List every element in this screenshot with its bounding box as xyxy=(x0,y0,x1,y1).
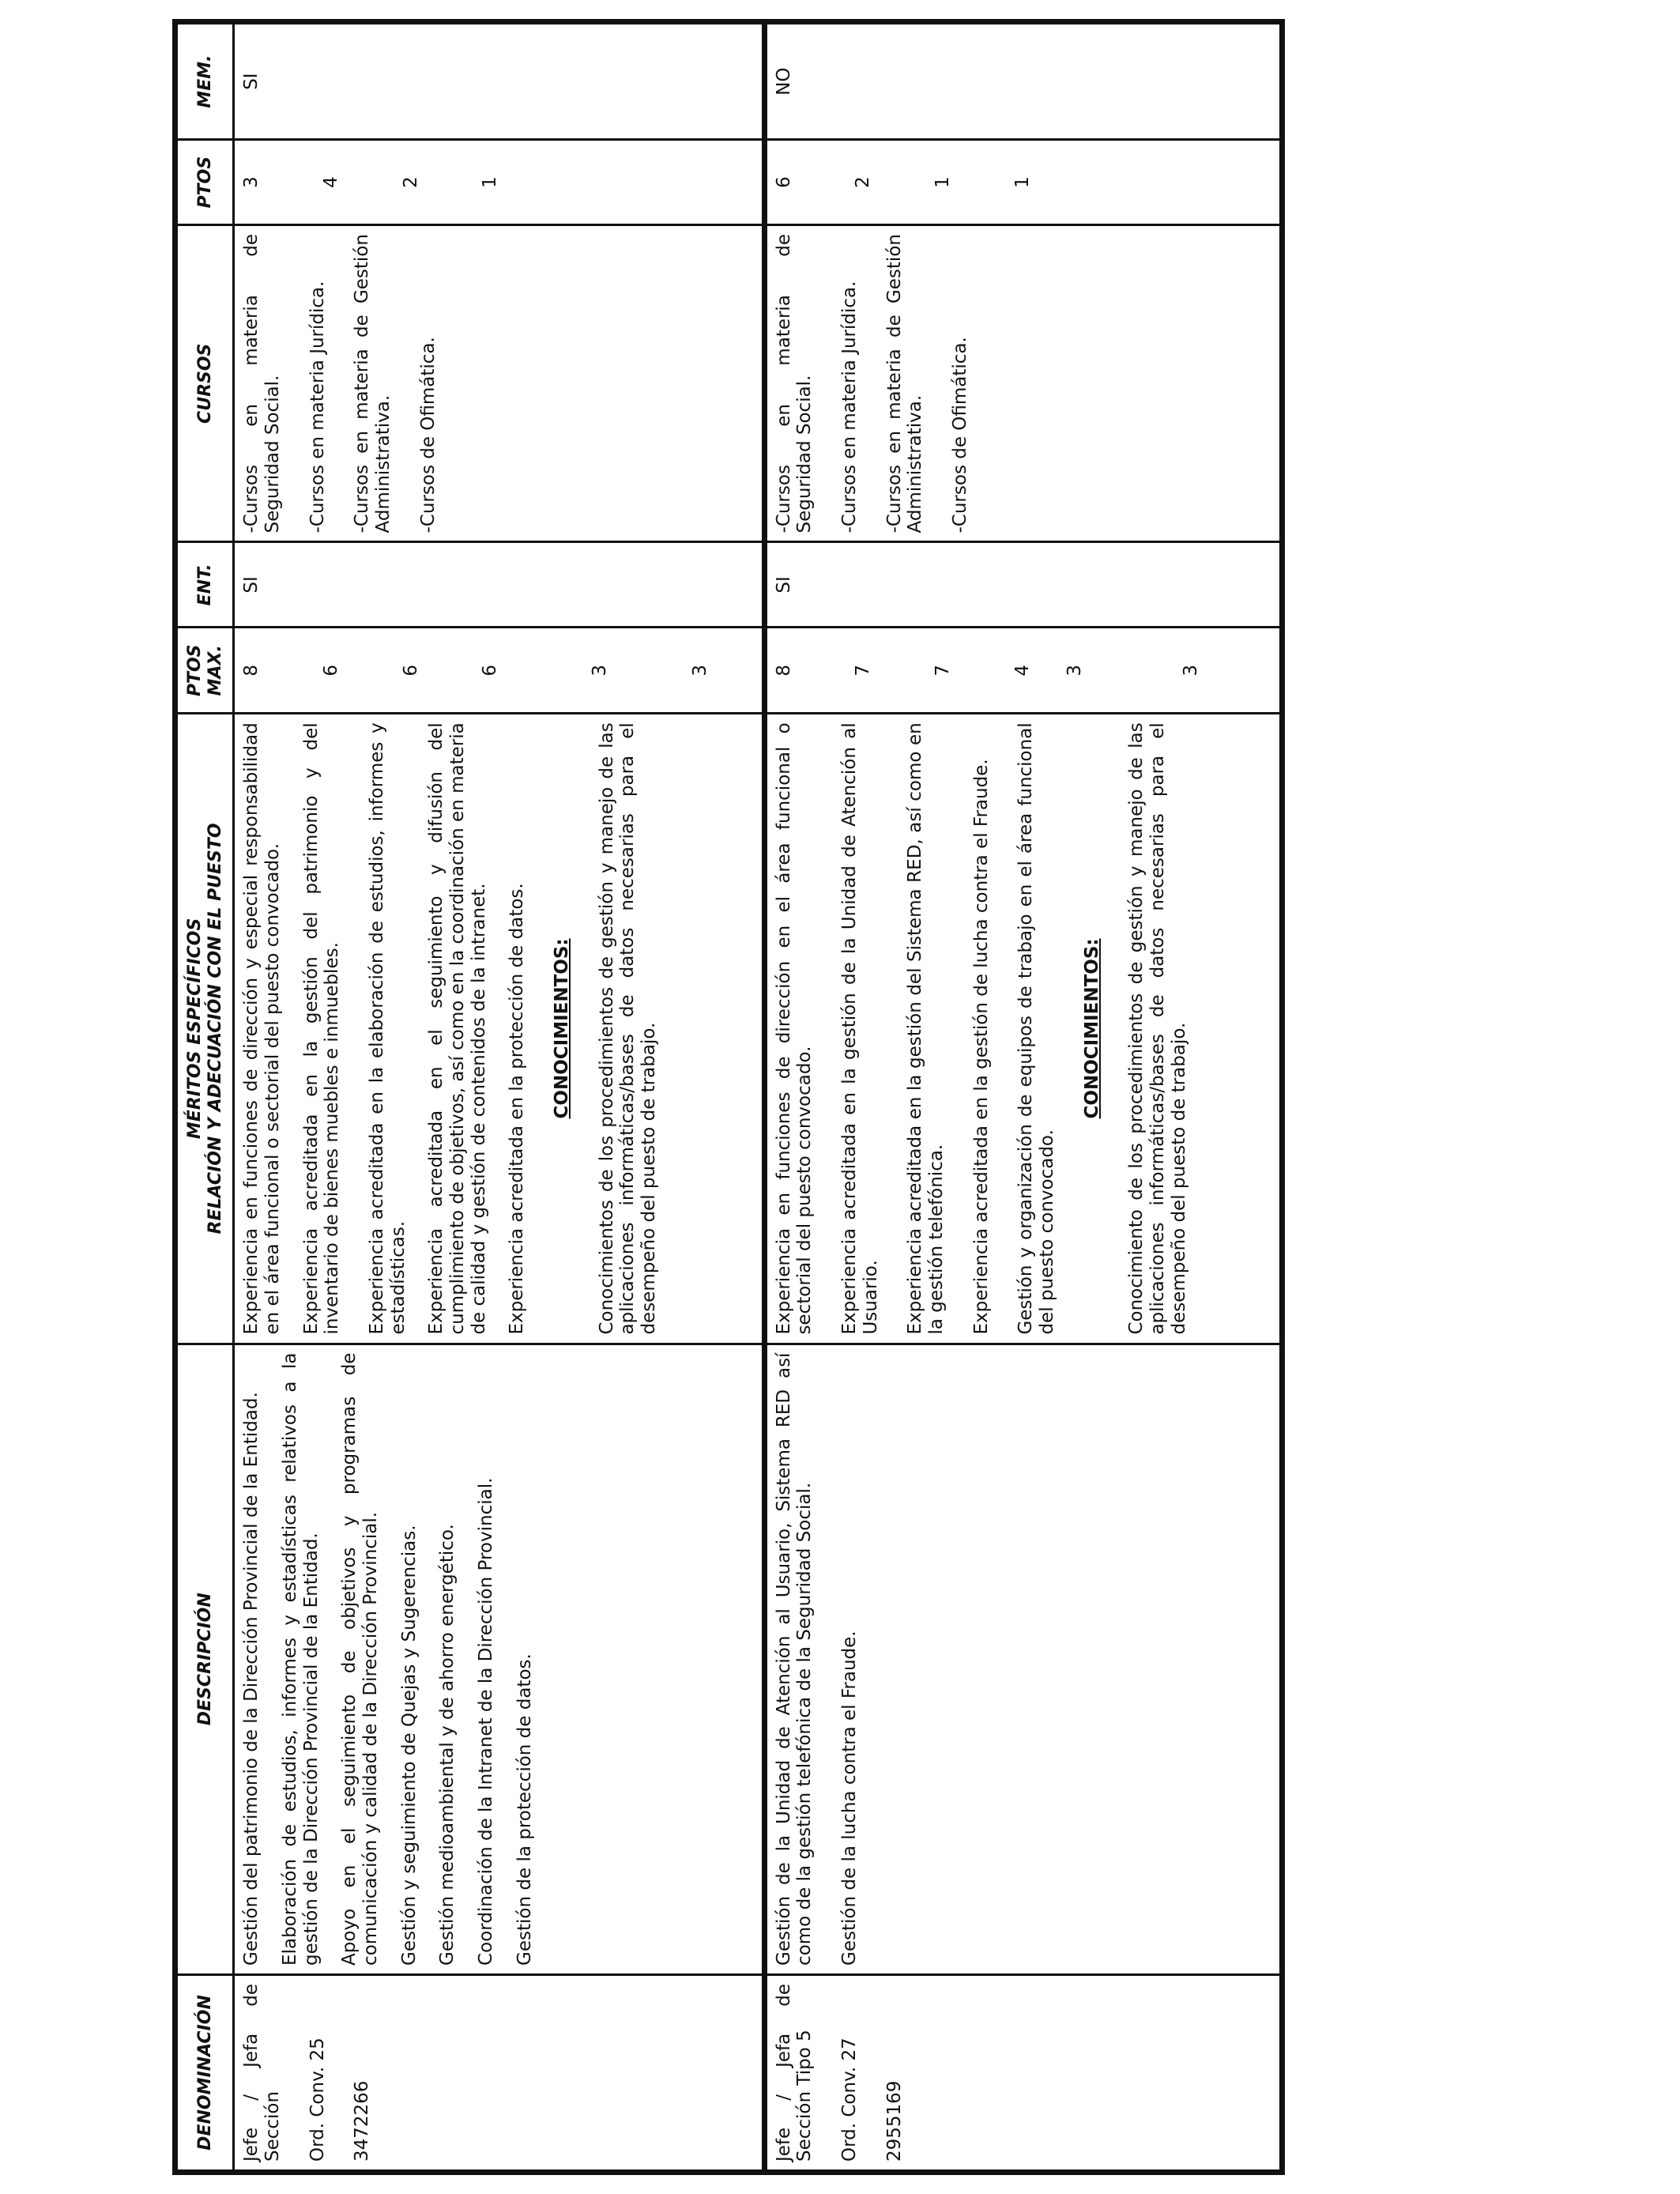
descripcion-item: Gestión de la lucha contra el Fraude. xyxy=(839,1630,861,1966)
descripcion-item: Elaboración de estudios, informes y estadísticas relativos a la gestión de la Dirección Provincial de la Entidad. xyxy=(280,1352,322,1966)
curso-item: -Cursos en materia de Seguridad Social. xyxy=(773,234,816,533)
table-row xyxy=(234,22,764,2173)
ptos-max-value: 8 xyxy=(241,665,262,677)
merito-item: Experiencia acreditada en la gestión de lucha contra el Fraude. xyxy=(970,759,992,1335)
ptos-max-value: 3 xyxy=(1064,665,1086,677)
ptos-cell xyxy=(234,140,764,225)
ptos-max-value: 7 xyxy=(932,665,954,677)
denominacion-cell xyxy=(234,1974,764,2172)
merito-item: Experiencia acreditada en la protección de datos. xyxy=(507,883,528,1335)
conocimientos-heading: CONOCIMIENTOS: xyxy=(1081,938,1102,1119)
curso-item: -Cursos en materia de Seguridad Social. xyxy=(241,234,284,533)
curso-item: -Cursos en materia de Gestión Administrativa. xyxy=(883,234,926,533)
ptos-value: 1 xyxy=(480,176,501,188)
ent-value: SI xyxy=(241,576,262,594)
descripcion-cell xyxy=(234,1344,764,1974)
ptos-max-value: 6 xyxy=(321,665,342,677)
ent-cell xyxy=(764,542,1282,628)
descripcion-item: Gestión y seguimiento de Quejas y Sugerencias. xyxy=(398,1525,420,1966)
ptos-max-value: 3 xyxy=(689,665,710,677)
descripcion-item: Gestión del patrimonio de la Dirección Provincial de la Entidad. xyxy=(241,1392,262,1966)
header-denominacion: DENOMINACIÓN xyxy=(175,1974,234,2172)
descripcion-item: Gestión de la Unidad de Atención al Usuario, Sistema RED así como de la gestión telefónica de la Seguridad Social. xyxy=(773,1352,816,1966)
header-ptos: PTOS xyxy=(175,140,234,225)
ptos-max-value: 6 xyxy=(400,665,421,677)
cursos-cell xyxy=(234,225,764,542)
header-ptos-max-line1: PTOS xyxy=(185,644,205,697)
ptos-value: 2 xyxy=(853,176,874,188)
curso-item: -Cursos de Ofimática. xyxy=(417,337,439,533)
curso-item: -Cursos en materia de Gestión Administrativa. xyxy=(352,234,394,533)
header-cursos: CURSOS xyxy=(175,225,234,542)
ptos-value: 2 xyxy=(400,176,421,188)
ptos-value: 3 xyxy=(241,176,262,188)
merito-item: Experiencia acreditada en el seguimiento y difusión del cumplimiento de objetivos, así como en la coordinación en materia de calidad y gestión de contenidos de la intranet. xyxy=(426,722,489,1335)
descripcion-item: Gestión medioambiental y de ahorro energético. xyxy=(437,1524,458,1966)
merito-item: Experiencia en funciones de dirección en el área funcional o sectorial del puesto convocado. xyxy=(773,722,816,1335)
curso-item: -Cursos en materia Jurídica. xyxy=(839,281,861,533)
mem-cell xyxy=(234,22,764,140)
ptos-value: 1 xyxy=(932,176,954,188)
header-row xyxy=(175,22,234,2173)
conocimientos-text: Conocimiento de los procedimientos de gestión y manejo de las aplicaciones informáticas/bases de datos necesarias para el desempeño del puesto de trabajo. xyxy=(1126,722,1189,1335)
merito-item: Gestión y organización de equipos de trabajo en el área funcional del puesto convocado. xyxy=(1015,722,1058,1335)
ptos-max-cell xyxy=(764,628,1282,714)
ptos-max-cell xyxy=(234,628,764,714)
header-meritos-line2: RELACIÓN Y ADECUACIÓN CON EL PUESTO xyxy=(205,823,225,1235)
header-ptos-max-line2: MAX. xyxy=(205,645,225,696)
ent-cell xyxy=(234,542,764,628)
header-ent: ENT. xyxy=(175,542,234,628)
header-meritos xyxy=(175,714,234,1344)
mem-value: SI xyxy=(241,73,262,90)
conocimientos-text: Conocimientos de los procedimientos de gestión y manejo de las aplicaciones informáticas/bases de datos necesarias para el desempeño del puesto de trabajo. xyxy=(596,722,660,1335)
mem-value: NO xyxy=(773,67,794,96)
ptos-cell xyxy=(764,140,1282,225)
merito-item: Experiencia acreditada en la gestión de la Unidad de Atención al Usuario. xyxy=(839,722,881,1335)
descripcion-item: Coordinación de la Intranet de la Dirección Provincial. xyxy=(476,1477,497,1966)
ptos-max-value: 8 xyxy=(773,665,794,677)
ptos-max-value: 6 xyxy=(480,665,501,677)
merits-table xyxy=(172,19,1285,2175)
ptos-max-value: 4 xyxy=(1011,665,1033,677)
ptos-max-value: 3 xyxy=(1181,665,1202,677)
ptos-value: 1 xyxy=(1011,176,1033,188)
meritos-cell xyxy=(234,714,764,1344)
denominacion-title: Jefe / Jefa de Sección xyxy=(241,1983,284,2162)
denominacion-title: Jefe / Jefa de Sección Tipo 5 xyxy=(773,1983,816,2162)
header-ptos-max xyxy=(175,628,234,714)
ptos-value: 4 xyxy=(321,176,342,188)
descripcion-item: Gestión de la protección de datos. xyxy=(514,1653,535,1966)
curso-item: -Cursos de Ofimática. xyxy=(950,337,971,533)
ent-value: SI xyxy=(773,576,794,594)
mem-cell xyxy=(764,22,1282,140)
descripcion-cell xyxy=(764,1344,1282,1974)
denominacion-conv: Ord. Conv. 25 xyxy=(307,2038,328,2162)
merito-item: Experiencia acreditada en la gestión del Sistema RED, así como en la gestión telefónica. xyxy=(905,722,947,1335)
conocimientos-heading: CONOCIMIENTOS: xyxy=(552,938,573,1119)
denominacion-code: 2955169 xyxy=(883,2080,905,2162)
header-meritos-line1: MÉRITOS ESPECÍFICOS xyxy=(185,918,205,1140)
cursos-cell xyxy=(764,225,1282,542)
ptos-max-value: 3 xyxy=(590,665,611,677)
curso-item: -Cursos en materia Jurídica. xyxy=(307,281,328,533)
merito-item: Experiencia acreditada en la gestión del patrimonio y del inventario de bienes muebles e inmuebles. xyxy=(300,722,343,1335)
descripcion-item: Apoyo en el seguimiento de objetivos y programas de comunicación y calidad de la Dirección Provincial. xyxy=(339,1352,382,1966)
meritos-cell xyxy=(764,714,1282,1344)
merito-item: Experiencia en funciones de dirección y especial responsabilidad en el área funcional o sectorial del puesto convocado. xyxy=(241,722,284,1335)
header-mem: MEM. xyxy=(175,22,234,140)
denominacion-conv: Ord. Conv. 27 xyxy=(839,2038,861,2162)
denominacion-cell xyxy=(764,1974,1282,2172)
table-row xyxy=(764,22,1282,2173)
header-descripcion: DESCRIPCIÓN xyxy=(175,1344,234,1974)
denominacion-code: 3472266 xyxy=(352,2080,373,2162)
merito-item: Experiencia acreditada en la elaboración de estudios, informes y estadísticas. xyxy=(367,722,409,1335)
ptos-value: 6 xyxy=(773,176,794,188)
ptos-max-value: 7 xyxy=(853,665,874,677)
